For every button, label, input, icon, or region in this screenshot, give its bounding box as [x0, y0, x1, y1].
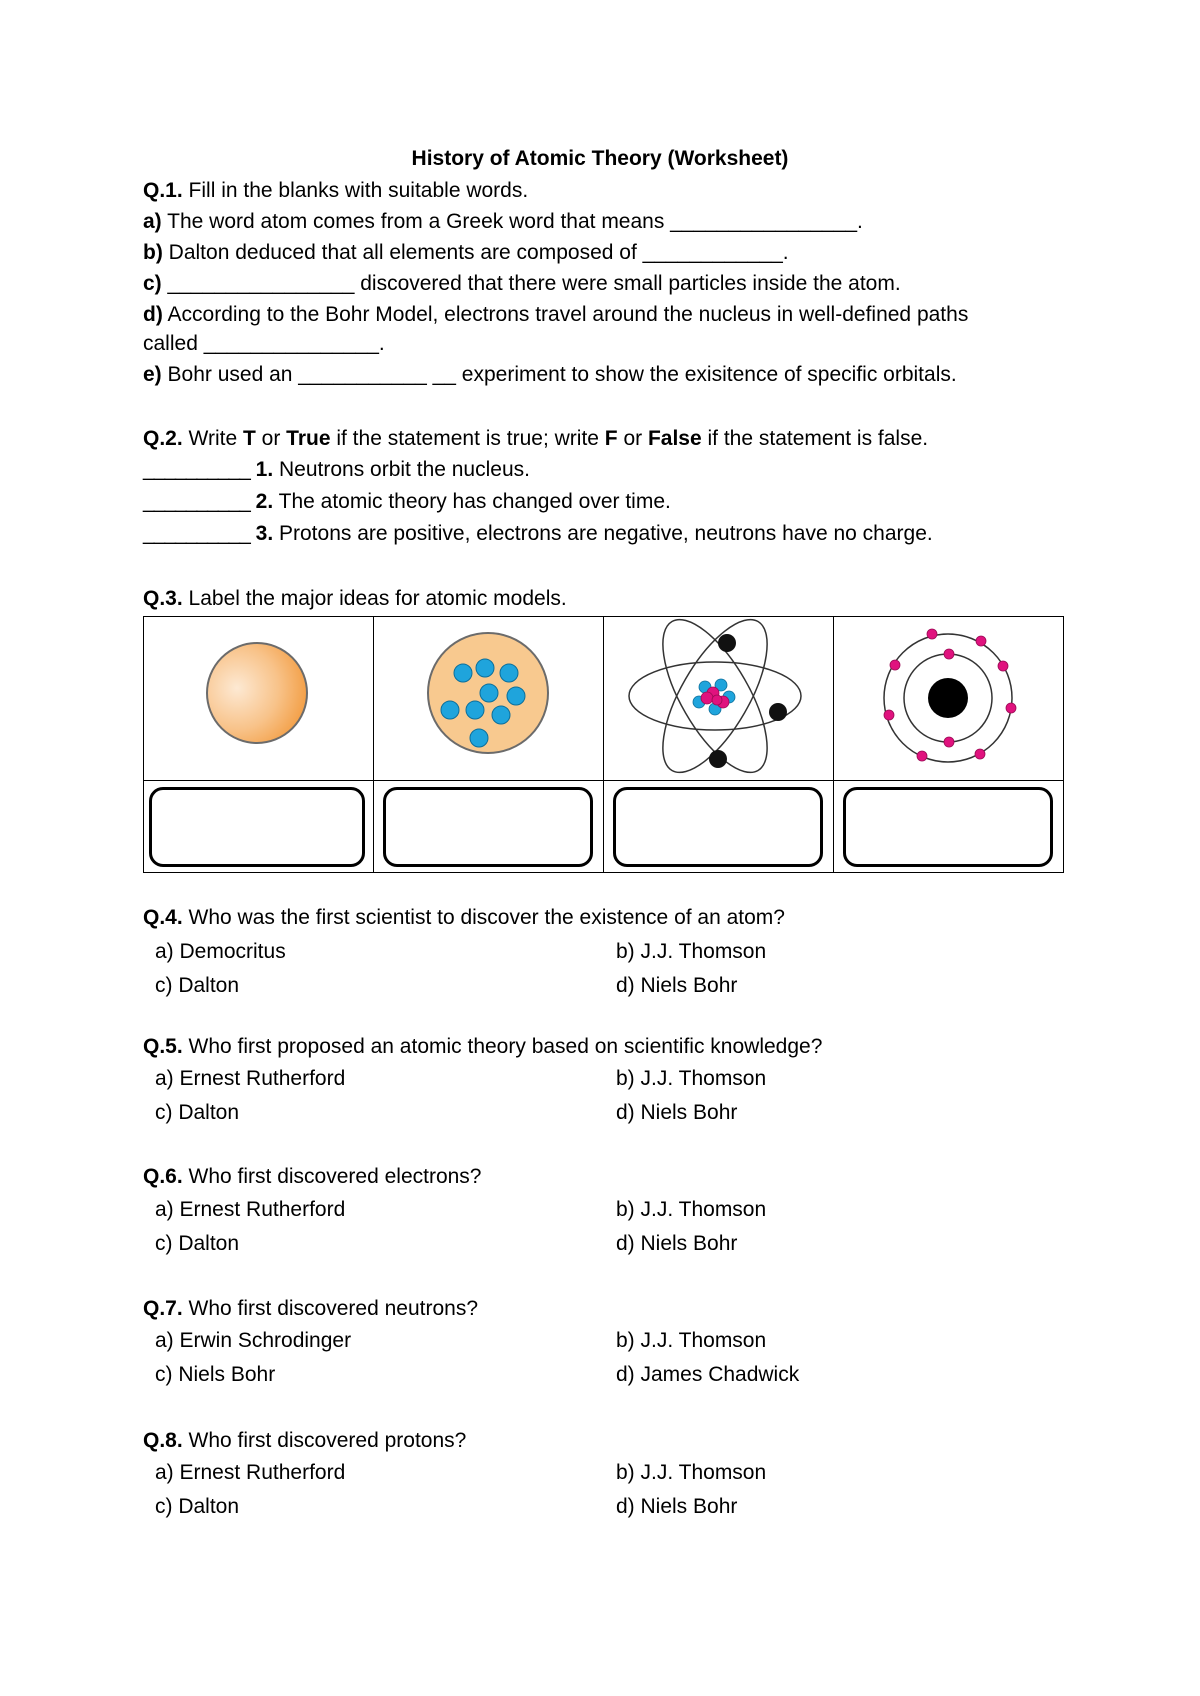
- page-title: History of Atomic Theory (Worksheet): [411, 147, 789, 170]
- q1-heading: [143, 178, 528, 204]
- atomic-models-table: [143, 616, 1064, 874]
- q1-prompt: Fill in the blanks with suitable words.: [188, 179, 529, 202]
- q1-item-b: [143, 240, 789, 266]
- question-number: Q.5.: [143, 1035, 183, 1058]
- q2-prompt-part: T: [242, 427, 256, 450]
- q8-option-b[interactable]: b) J.J. Thomson: [616, 1461, 767, 1484]
- q1-item-a: [143, 209, 863, 235]
- q2-prompt-part: Write: [188, 427, 243, 450]
- model-label-box-4[interactable]: [843, 787, 1053, 867]
- q1-item-text: The word atom comes from a Greek word that means ________________.: [167, 210, 863, 233]
- question-prompt: Who first discovered electrons?: [188, 1165, 482, 1188]
- q8-option-d[interactable]: d) Niels Bohr: [616, 1495, 738, 1518]
- q7-option-c[interactable]: c) Niels Bohr: [155, 1363, 276, 1386]
- model-label-box-3[interactable]: [613, 787, 823, 867]
- q1-item-text: Bohr used an ___________ __ experiment to show the exisitence of specific orbitals.: [167, 363, 957, 386]
- statement-number: 2.: [255, 490, 274, 513]
- q4-heading: [143, 905, 785, 931]
- q6-option-a[interactable]: a) Ernest Rutherford: [155, 1198, 346, 1221]
- question-prompt: Who first proposed an atomic theory based on scientific knowledge?: [188, 1035, 823, 1058]
- q4-option-a[interactable]: a) Democritus: [155, 940, 286, 963]
- q2-statement-1: [143, 457, 530, 483]
- q1-item-letter: b): [143, 241, 163, 264]
- q6-heading: [143, 1164, 482, 1190]
- q2-prompt-part: if the statement is true; write: [330, 427, 605, 450]
- q7-heading: [143, 1296, 478, 1322]
- q1-item-text: ________________ discovered that there were small particles inside the atom.: [167, 272, 901, 295]
- q1-item-c: [143, 271, 901, 297]
- question-number: Q.8.: [143, 1429, 183, 1452]
- q8-option-c[interactable]: c) Dalton: [155, 1495, 240, 1518]
- bohr-planetary-model: [833, 616, 1063, 780]
- answer-blank[interactable]: __________: [143, 458, 250, 481]
- q5-option-d[interactable]: d) Niels Bohr: [616, 1101, 738, 1124]
- q4-option-b[interactable]: b) J.J. Thomson: [616, 940, 767, 963]
- q1-item-text: According to the Bohr Model, electrons travel around the nucleus in well-defined paths: [167, 303, 969, 326]
- statement-text: The atomic theory has changed over time.: [278, 490, 671, 513]
- q4-option-d[interactable]: d) Niels Bohr: [616, 974, 738, 997]
- question-prompt: Who was the first scientist to discover the existence of an atom?: [188, 906, 785, 929]
- q2-prompt-part: F: [604, 427, 618, 450]
- question-number: Q.7.: [143, 1297, 183, 1320]
- q1-item-letter: e): [143, 363, 162, 386]
- answer-blank[interactable]: __________: [143, 490, 250, 513]
- statement-number: 1.: [255, 458, 274, 481]
- q6-option-d[interactable]: d) Niels Bohr: [616, 1232, 738, 1255]
- q3-heading: [143, 586, 567, 612]
- table-border-right: [1063, 616, 1064, 873]
- q2-prompt-part: or: [617, 427, 648, 450]
- question-prompt: Who first discovered protons?: [188, 1429, 467, 1452]
- q1-item-letter: d): [143, 303, 163, 326]
- dalton-solid-sphere-model: [143, 616, 373, 780]
- q2-heading: [143, 426, 928, 452]
- q2-prompt-part: True: [286, 427, 331, 450]
- q6-option-c[interactable]: c) Dalton: [155, 1232, 240, 1255]
- q1-number: Q.1.: [143, 179, 183, 202]
- q1-item-text: Dalton deduced that all elements are composed of ____________.: [168, 241, 789, 264]
- rutherford-nuclear-model: [603, 616, 833, 780]
- question-number: Q.4.: [143, 906, 183, 929]
- q1-item-letter: c): [143, 272, 162, 295]
- q7-option-b[interactable]: b) J.J. Thomson: [616, 1329, 767, 1352]
- q7-option-a[interactable]: a) Erwin Schrodinger: [155, 1329, 352, 1352]
- q2-prompt-part: if the statement is false.: [701, 427, 929, 450]
- q7-option-d[interactable]: d) James Chadwick: [616, 1363, 800, 1386]
- q4-option-c[interactable]: c) Dalton: [155, 974, 240, 997]
- statement-text: Protons are positive, electrons are negative, neutrons have no charge.: [279, 522, 933, 545]
- q5-heading: [143, 1034, 822, 1060]
- model-label-box-1[interactable]: [149, 787, 365, 867]
- q6-option-b[interactable]: b) J.J. Thomson: [616, 1198, 767, 1221]
- question-number: Q.6.: [143, 1165, 183, 1188]
- q3-number: Q.3.: [143, 587, 183, 610]
- q2-prompt-part: or: [255, 427, 287, 450]
- thomson-plum-pudding-model: [373, 616, 603, 780]
- q3-prompt: Label the major ideas for atomic models.: [188, 587, 567, 610]
- q8-heading: [143, 1428, 466, 1454]
- q2-statement-3: [143, 521, 933, 547]
- q1-item-text: called _______________.: [143, 332, 385, 355]
- q1-item-d: [143, 302, 968, 328]
- q5-option-a[interactable]: a) Ernest Rutherford: [155, 1067, 346, 1090]
- model-label-box-2[interactable]: [383, 787, 593, 867]
- statement-text: Neutrons orbit the nucleus.: [279, 458, 530, 481]
- q5-option-b[interactable]: b) J.J. Thomson: [616, 1067, 767, 1090]
- q1-item-d-continued: [143, 331, 385, 357]
- answer-blank[interactable]: __________: [143, 522, 250, 545]
- q1-item-letter: a): [143, 210, 162, 233]
- q2-number: Q.2.: [143, 427, 183, 450]
- q5-option-c[interactable]: c) Dalton: [155, 1101, 240, 1124]
- q8-option-a[interactable]: a) Ernest Rutherford: [155, 1461, 346, 1484]
- statement-number: 3.: [255, 522, 274, 545]
- q2-statement-2: [143, 489, 671, 515]
- question-prompt: Who first discovered neutrons?: [188, 1297, 478, 1320]
- q2-prompt-part: False: [647, 427, 702, 450]
- q1-item-e: [143, 362, 957, 388]
